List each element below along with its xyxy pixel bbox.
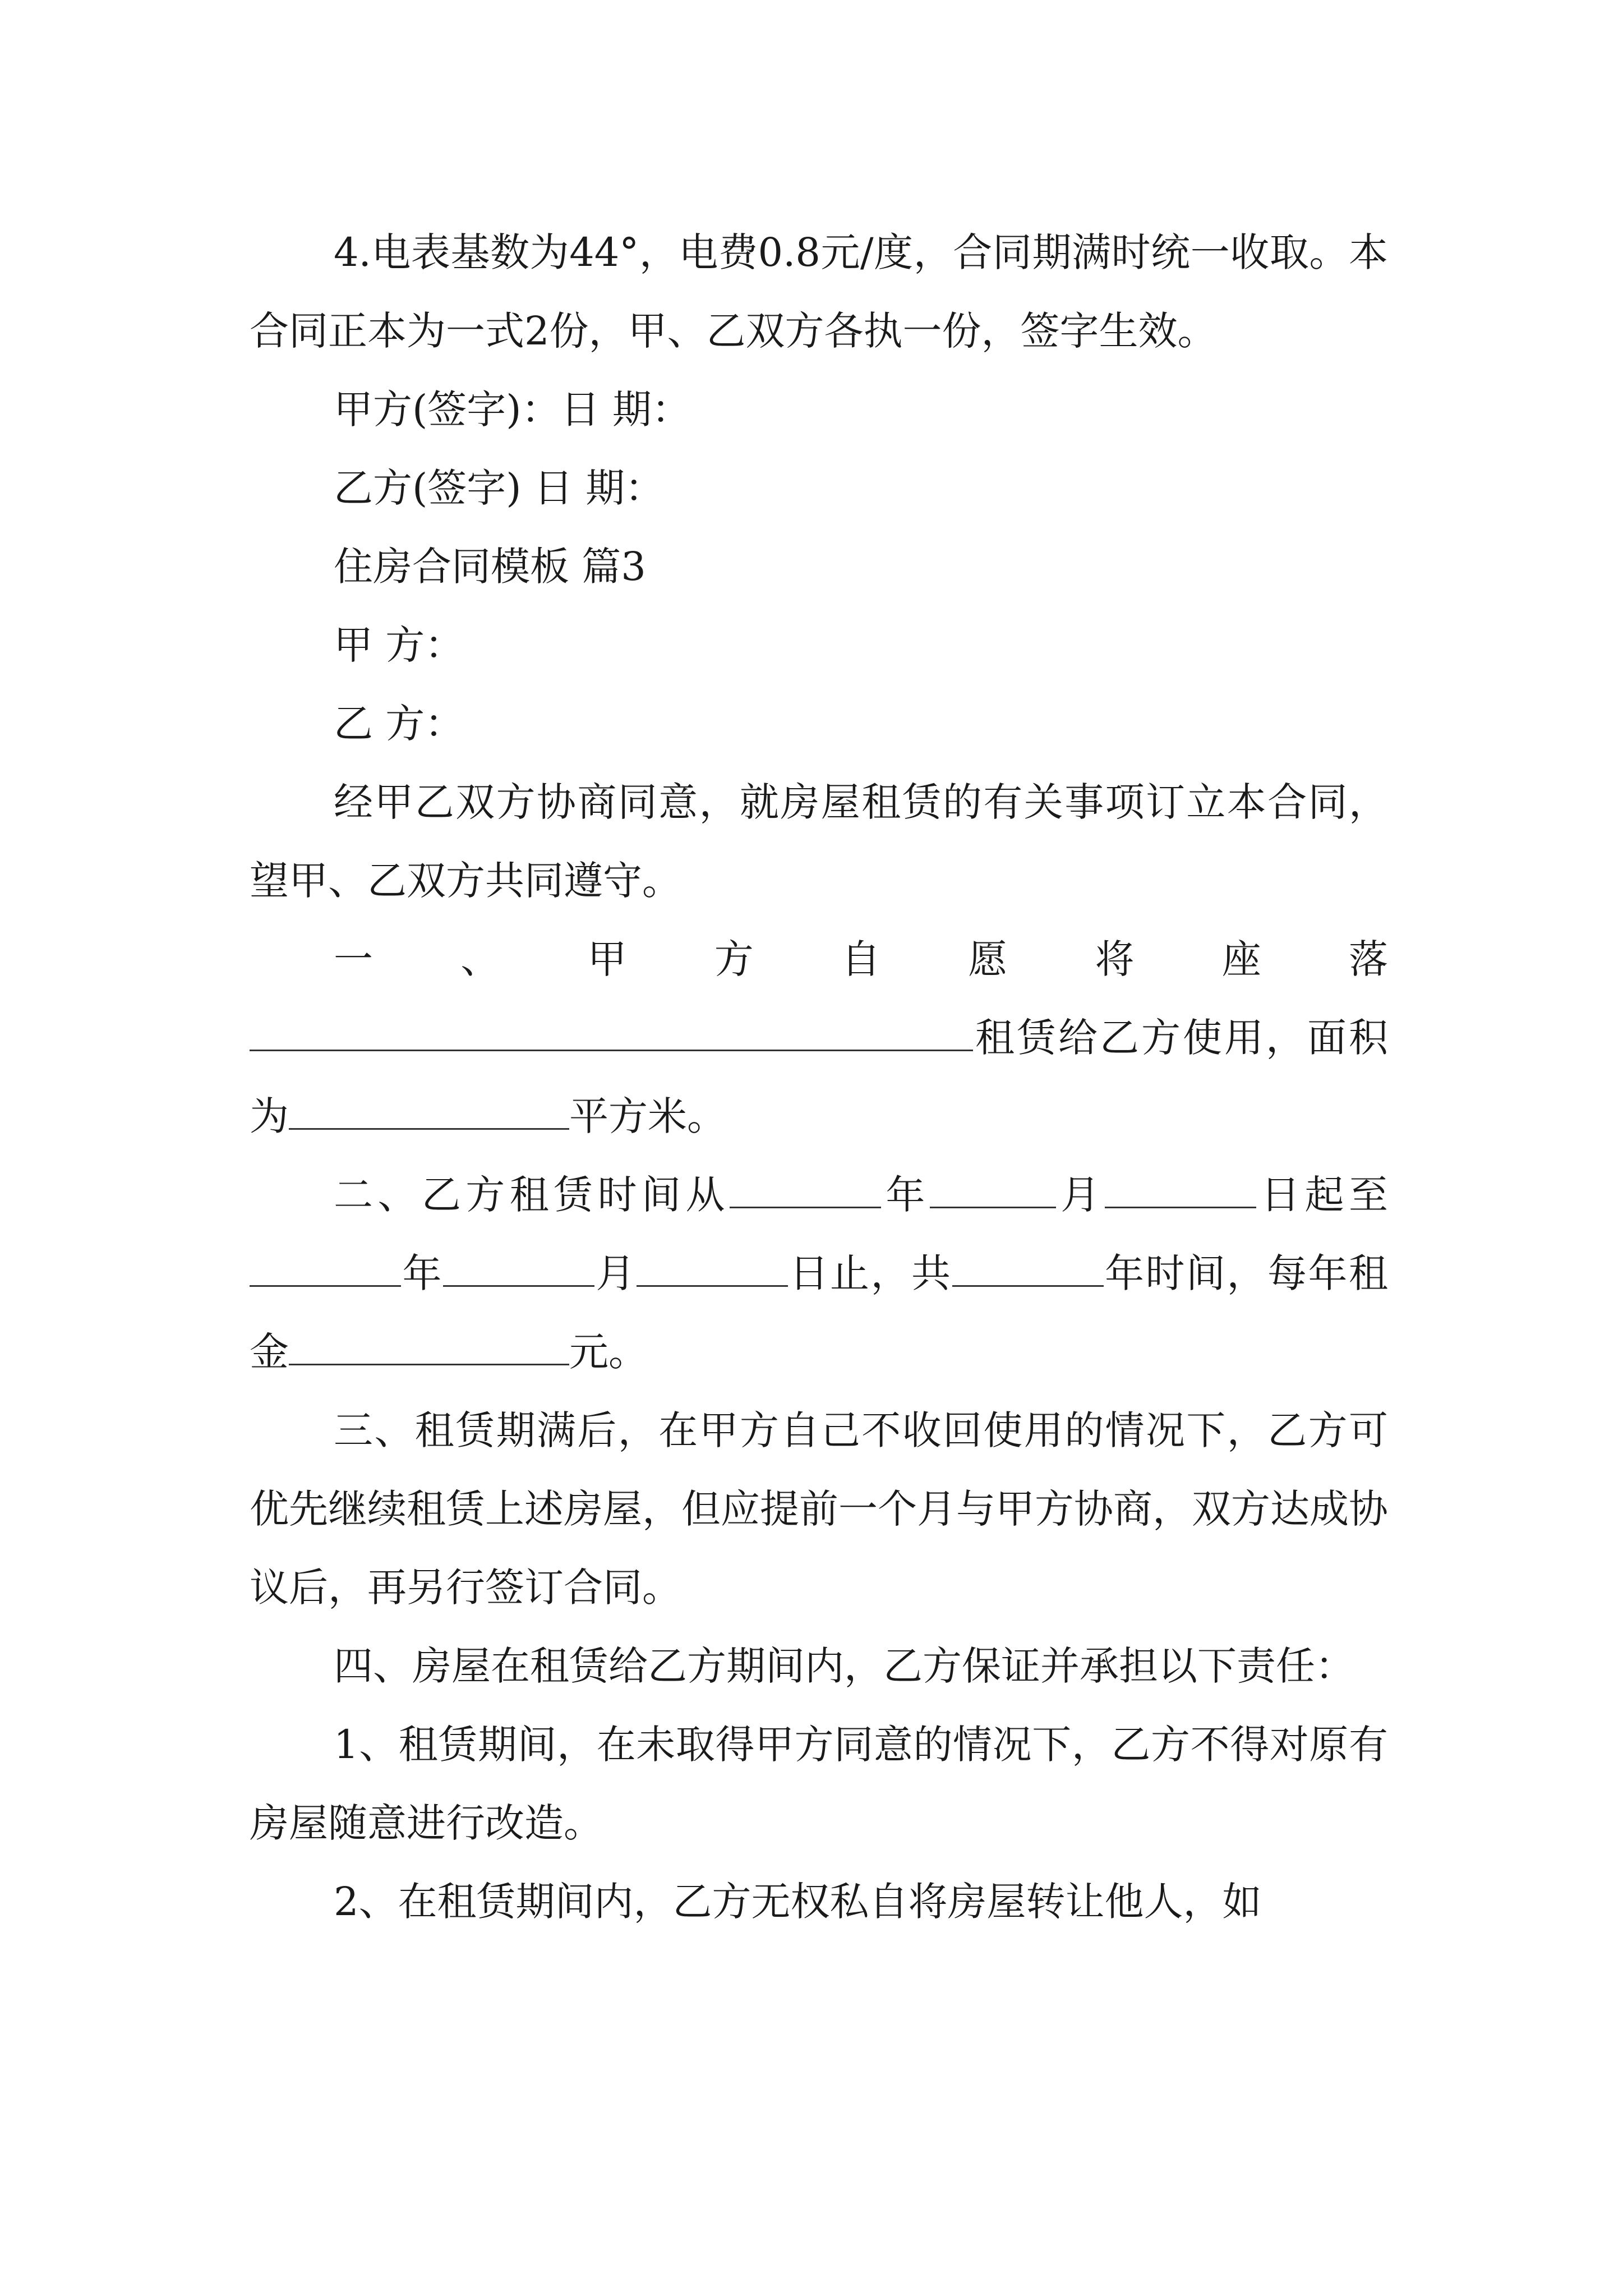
blank-end-month bbox=[443, 1250, 594, 1287]
label-day-2: 日止，共 bbox=[788, 1250, 952, 1296]
document-page bbox=[250, 213, 1454, 1941]
clause-one-text: 租赁给乙方使用，面积为 bbox=[250, 1015, 1388, 1139]
label-yuan: 元。 bbox=[569, 1329, 648, 1375]
blank-annual-rent bbox=[289, 1329, 569, 1365]
blank-total-years bbox=[952, 1250, 1104, 1287]
blank-start-day bbox=[1105, 1172, 1256, 1208]
section-title: 住房合同模板 篇3 bbox=[334, 544, 646, 590]
clause-two bbox=[250, 1156, 1388, 1391]
blank-start-month bbox=[930, 1172, 1056, 1208]
clause-three: 三、租赁期满后，在甲方自己不收回使用的情况下，乙方可优先继续租赁上述房屋，但应提前一个月与甲方协商，双方达成协议后，再另行签订合同。 bbox=[250, 1407, 1388, 1611]
label-year-1: 年 bbox=[880, 1172, 930, 1218]
clause-one-unit: 平方米。 bbox=[569, 1093, 726, 1139]
label-year-2: 年 bbox=[401, 1250, 443, 1296]
label-day-1: 日起至 bbox=[1256, 1172, 1388, 1218]
preamble: 经甲乙双方协商同意，就房屋租赁的有关事项订立本合同，望甲、乙双方共同遵守。 bbox=[250, 779, 1388, 904]
label-month-1: 月 bbox=[1055, 1172, 1105, 1218]
clause-four-item-2: 2、在租赁期间内，乙方无权私自将房屋转让他人，如 bbox=[334, 1879, 1262, 1925]
clause-four: 四、房屋在租赁给乙方期间内，乙方保证并承担以下责任： bbox=[334, 1643, 1354, 1689]
party-a-line: 甲 方： bbox=[334, 622, 464, 668]
party-a-signature-line: 甲方(签字)：日 期： bbox=[334, 386, 691, 432]
clause-two-start: 二、乙方租赁时间从 bbox=[334, 1172, 730, 1218]
party-b-signature-line: 乙方(签字) 日 期： bbox=[334, 465, 665, 511]
blank-end-day bbox=[637, 1250, 788, 1287]
party-b-line: 乙 方： bbox=[334, 701, 464, 747]
label-years-rent: 年时间，每年租金 bbox=[250, 1250, 1388, 1375]
clause-one bbox=[250, 920, 1454, 1156]
label-month-2: 月 bbox=[594, 1250, 637, 1296]
blank-area bbox=[289, 1093, 569, 1130]
blank-start-year bbox=[730, 1172, 881, 1208]
clause-one-heading: 一、甲方自愿将座落 bbox=[334, 936, 1454, 982]
clause-electricity: 4.电表基数为44°，电费0.8元/度，合同期满时统一收取。本合同正本为一式2份，甲、乙双方各执一份，签字生效。 bbox=[250, 229, 1388, 354]
clause-four-item-1: 1、租赁期间，在未取得甲方同意的情况下，乙方不得对原有房屋随意进行改造。 bbox=[250, 1722, 1388, 1846]
blank-location bbox=[250, 1015, 973, 1051]
blank-end-year bbox=[250, 1250, 401, 1287]
